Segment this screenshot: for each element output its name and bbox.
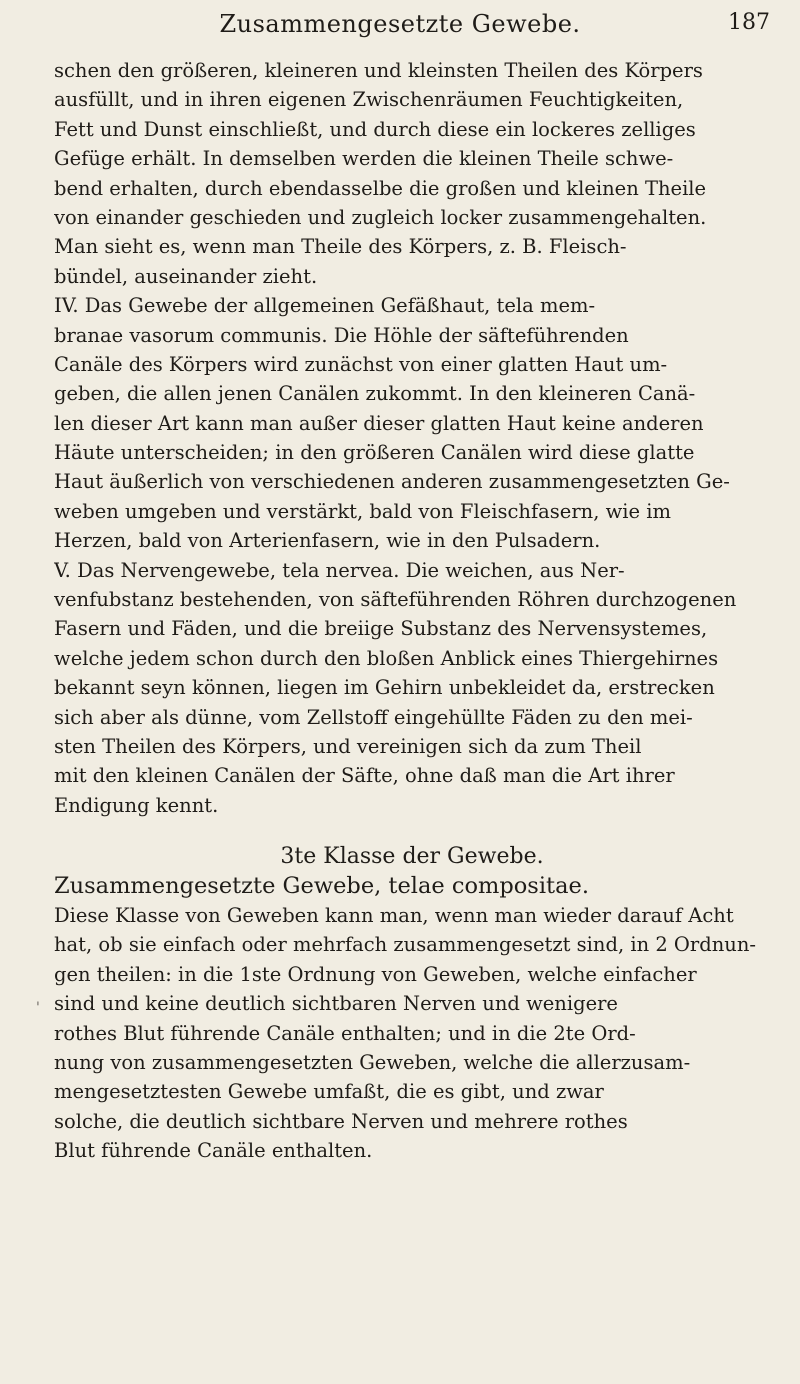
margin-mark: ' <box>36 1000 40 1016</box>
text-line: Häute unterscheiden; in den größeren Canälen wird diese glatte <box>54 441 695 465</box>
page-number: 187 <box>728 10 770 35</box>
text-line: mengesetztesten Gewebe umfaßt, die es gibt, und zwar <box>54 1080 604 1104</box>
section-v-heading-line: V. Das Nervengewebe, tela nervea. Die weichen, aus Ner- <box>54 558 625 582</box>
text-line: Man sieht es, wenn man Theile des Körpers, z. B. Fleisch- <box>54 235 627 259</box>
text-line: Fett und Dunst einschließt, und durch diese ein lockeres zelliges <box>54 117 696 141</box>
text-line: schen den größeren, kleineren und kleinsten Theilen des Körpers <box>54 59 703 82</box>
text-line: venfubstanz bestehenden, von säfteführenden Röhren durchzogenen <box>54 588 737 612</box>
text-line: Canäle des Körpers wird zunächst von einer glatten Haut um- <box>54 352 668 376</box>
text-line: von einander geschieden und zugleich locker zusammengehalten. <box>54 205 707 229</box>
text-line: rothes Blut führende Canäle enthalten; und in die 2te Ord- <box>54 1021 636 1045</box>
text-line: len dieser Art kann man außer dieser glatten Haut keine anderen <box>54 411 704 435</box>
text-line: Herzen, bald von Arterienfasern, wie in den Pulsadern. <box>54 529 601 553</box>
text-line: solche, die deutlich sichtbare Nerven und mehrere rothes <box>54 1109 628 1133</box>
text-line: mit den kleinen Canälen der Säfte, ohne daß man die Art ihrer <box>54 764 675 788</box>
text-line: Gefüge erhält. In demselben werden die kleinen Theile schwe- <box>54 147 674 171</box>
text-line: sich aber als dünne, vom Zellstoff eingehüllte Fäden zu den mei- <box>54 705 693 729</box>
running-head <box>0 10 800 50</box>
text-line: nung von zusammengesetzten Geweben, welche die allerzusam- <box>54 1050 691 1074</box>
text-line: sind und keine deutlich sichtbaren Nerven und wenigere <box>54 992 618 1016</box>
text-line: bend erhalten, durch ebendasselbe die großen und kleinen Theile <box>54 176 707 200</box>
text-line: geben, die allen jenen Canälen zukommt. In den kleineren Canä- <box>54 382 696 406</box>
text-line: hat, ob sie einfach oder mehrfach zusammengesetzt sind, in 2 Ordnun- <box>54 933 756 957</box>
text-line: weben umgeben und verstärkt, bald von Fleischfasern, wie im <box>54 499 672 523</box>
section-iv-heading-line: IV. Das Gewebe der allgemeinen Gefäßhaut, tela mem- <box>54 294 596 318</box>
text-line: bündel, auseinander zieht. <box>54 264 318 288</box>
section-title: Zusammengesetzte Gewebe, telae compositae. <box>54 872 589 899</box>
body-text <box>54 56 770 1165</box>
text-line: Haut äußerlich von verschiedenen anderen zusammengesetzten Ge- <box>54 470 730 494</box>
text-line: Endigung kennt. <box>54 793 219 817</box>
text-line: Blut führende Canäle enthalten. <box>54 1139 373 1163</box>
text-line: ausfüllt, und in ihren eigenen Zwischenräumen Feuchtigkeiten, <box>54 88 684 112</box>
text-line: gen theilen: in die 1ste Ordnung von Geweben, welche einfacher <box>54 962 697 986</box>
text-line: bekannt seyn können, liegen im Gehirn unbekleidet da, erstrecken <box>54 676 715 700</box>
text-line: Diese Klasse von Geweben kann man, wenn man wieder darauf Acht <box>54 903 734 927</box>
running-title: Zusammengesetzte Gewebe. <box>219 10 581 38</box>
class-heading: 3te Klasse der Gewebe. <box>280 844 544 870</box>
text-line: sten Theilen des Körpers, und vereinigen sich da zum Theil <box>54 734 642 758</box>
text-line: welche jedem schon durch den bloßen Anblick eines Thiergehirnes <box>54 646 719 670</box>
text-line: branae vasorum communis. Die Höhle der säfteführenden <box>54 323 629 347</box>
text-line: Fasern und Fäden, und die breiige Substanz des Nervensystemes, <box>54 617 708 641</box>
